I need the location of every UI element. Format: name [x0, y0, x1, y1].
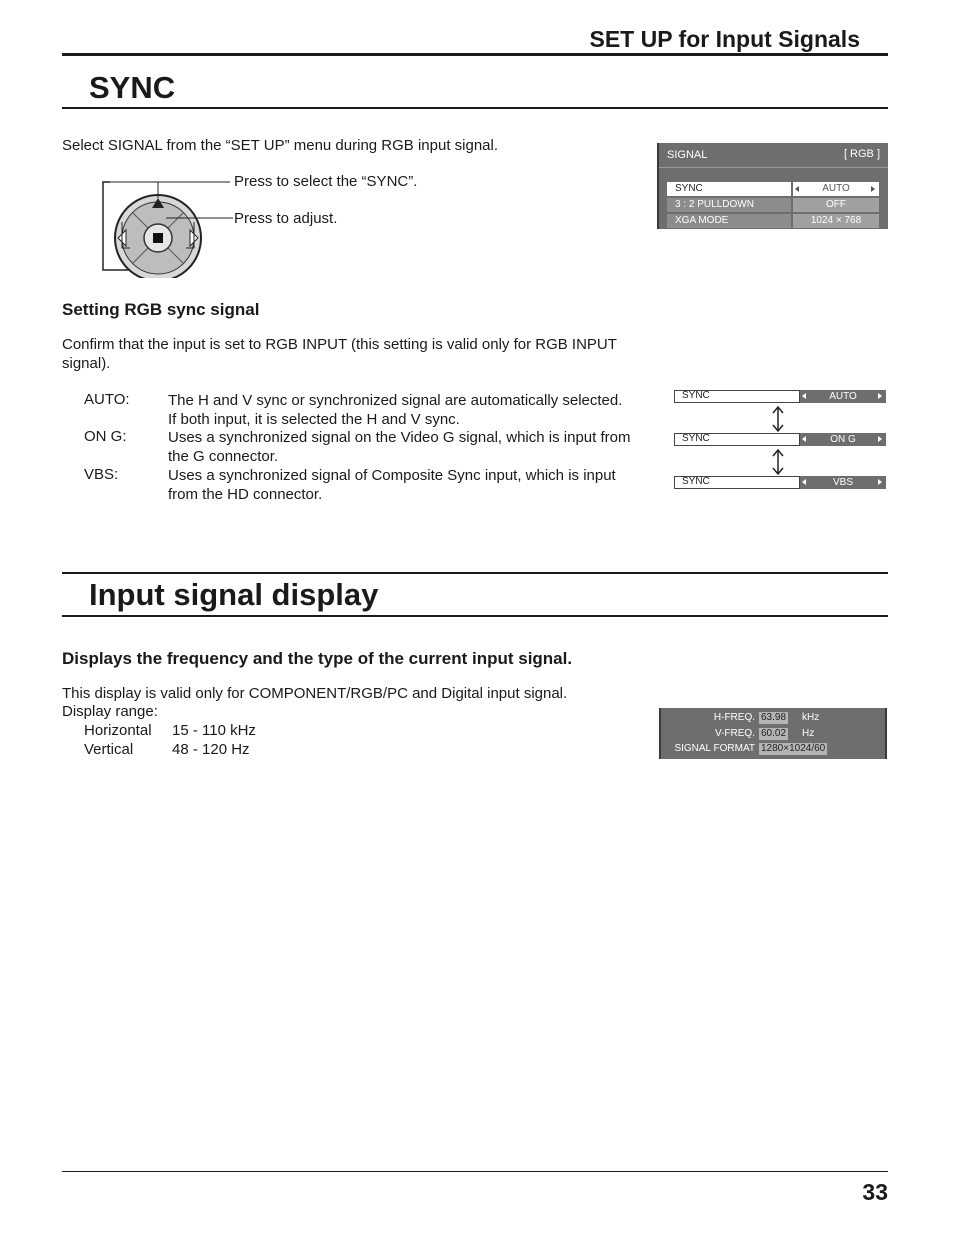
- osd-menu-tag: [ RGB ]: [843, 148, 880, 160]
- option-term-on-g: ON G:: [84, 428, 127, 445]
- sync-section-title: SYNC: [89, 70, 176, 105]
- osd-row-xga-mode[interactable]: [667, 214, 879, 228]
- osd-row-sync[interactable]: [667, 182, 879, 196]
- sync-title-rule: [62, 107, 888, 109]
- v-freq-unit: Hz: [802, 728, 815, 739]
- h-freq-unit: kHz: [802, 712, 820, 723]
- signal-format-label: SIGNAL FORMAT: [674, 743, 755, 754]
- right-arrow-icon: [871, 186, 875, 192]
- option-desc-on-g: Uses a synchronized signal on the Video G signal, which is input from the G connector.: [168, 429, 631, 465]
- range-name-vertical: Vertical: [84, 741, 134, 758]
- sync-bar-on-g: SYNC ON G: [674, 433, 886, 446]
- left-arrow-icon: [795, 186, 799, 192]
- sync-bar-vbs: SYNC VBS: [674, 476, 886, 489]
- left-arrow-icon: [802, 436, 806, 442]
- osd-row-value: 1024 × 768: [793, 214, 879, 228]
- sync-sub-heading: Setting RGB sync signal: [62, 300, 260, 319]
- right-arrow-icon: [878, 479, 882, 485]
- option-desc-auto: The H and V sync or synchronized signal are automatically selected. If both input, it is selected the H and V sync.: [168, 392, 623, 428]
- footer-rule: [62, 1171, 888, 1172]
- input-sub-heading: Displays the frequency and the type of the current input signal.: [62, 649, 573, 668]
- input-section-top-rule: [62, 572, 888, 574]
- osd-row-pulldown[interactable]: [667, 198, 879, 212]
- osd-menu-title: SIGNAL: [667, 149, 708, 161]
- press-select-label: Press to select the “SYNC”.: [234, 173, 418, 190]
- page-number: 33: [862, 1179, 888, 1205]
- option-term-auto: AUTO:: [84, 391, 130, 408]
- input-line1: This display is valid only for COMPONENT/RGB/PC and Digital input signal.: [62, 685, 568, 702]
- osd-row-value: OFF: [793, 198, 879, 212]
- range-value-horizontal: 15 - 110 kHz: [172, 722, 256, 739]
- right-arrow-icon: [878, 436, 882, 442]
- osd-row-label: 3 : 2 PULLDOWN: [667, 198, 791, 212]
- osd-menu-header: [659, 143, 888, 168]
- option-term-vbs: VBS:: [84, 466, 119, 483]
- osd-signal-menu: [657, 143, 888, 229]
- input-line2: Display range:: [62, 703, 158, 720]
- header-rule: [62, 53, 888, 56]
- sync-intro: Select SIGNAL from the “SET UP” menu during RGB input signal.: [62, 137, 499, 154]
- osd-row-value: AUTO: [793, 182, 879, 196]
- frequency-display-panel: [659, 708, 887, 759]
- range-value-vertical: 48 - 120 Hz: [172, 741, 250, 758]
- h-freq-value: 63.98: [761, 712, 787, 723]
- option-desc-vbs: Uses a synchronized signal of Composite Sync input, which is input from the HD connector.: [168, 467, 616, 503]
- right-arrow-icon: [878, 393, 882, 399]
- up-down-arrow-icon: [771, 405, 785, 433]
- confirm-text-line1: Confirm that the input is set to RGB INPUT (this setting is valid only for RGB INPUT: [62, 336, 617, 353]
- confirm-text-line2: signal).: [62, 355, 111, 372]
- h-freq-label: H-FREQ.: [713, 712, 755, 723]
- range-name-horizontal: Horizontal: [84, 722, 152, 739]
- osd-row-label: XGA MODE: [667, 214, 791, 228]
- v-freq-value: 60.02: [761, 728, 787, 739]
- left-arrow-icon: [802, 393, 806, 399]
- v-freq-label: V-FREQ.: [714, 728, 755, 739]
- osd-row-label: SYNC: [667, 182, 791, 196]
- remote-dpad-illustration: [100, 170, 235, 278]
- sync-bar-auto: SYNC AUTO: [674, 390, 886, 403]
- input-section-title: Input signal display: [89, 577, 379, 612]
- press-adjust-label: Press to adjust.: [234, 210, 338, 227]
- page-header-title: SET UP for Input Signals: [589, 26, 860, 52]
- signal-format-value: 1280×1024/60: [761, 743, 826, 754]
- left-arrow-icon: [802, 479, 806, 485]
- input-title-rule: [62, 615, 888, 617]
- up-down-arrow-icon: [771, 448, 785, 476]
